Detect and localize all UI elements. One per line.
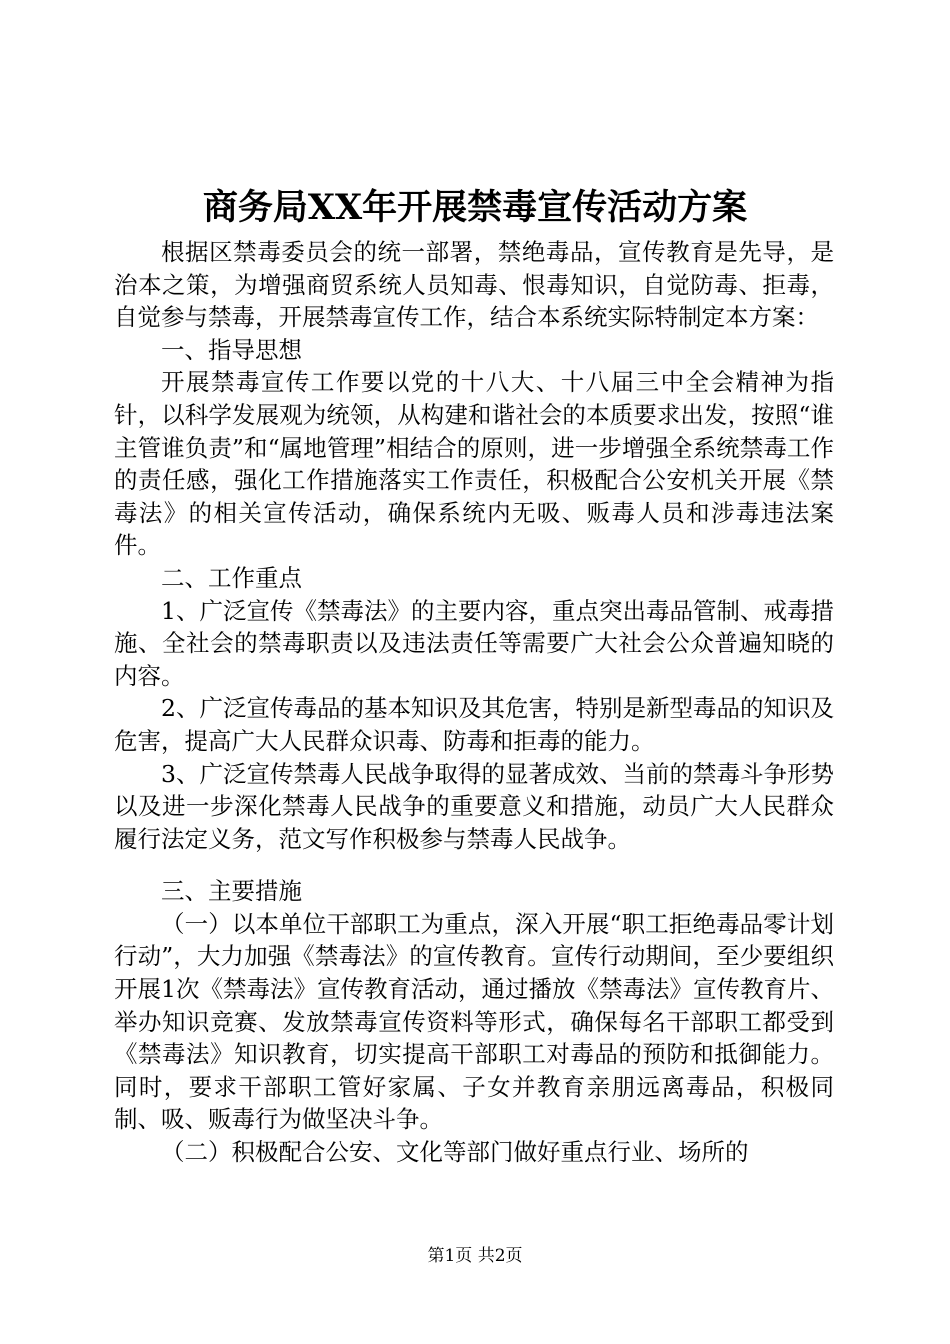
work-focus-item-2: 2、广泛宣传毒品的基本知识及其危害，特别是新型毒品的知识及危害，提高广大人民群众识毒、防毒和拒毒的能力。 (114, 694, 834, 755)
document-title: 商务局XX年开展禁毒宣传活动方案 (202, 187, 748, 228)
work-focus-item-3: 3、广泛宣传禁毒人民战争取得的显著成效、当前的禁毒斗争形势以及进一步深化禁毒人民战争的重要意义和措施，动员广大人民群众履行法定义务，范文写作积极参与禁毒人民战争。 (114, 759, 834, 853)
guiding-ideology-paragraph: 开展禁毒宣传工作要以党的十八大、十八届三中全会精神为指针，以科学发展观为统领，从构建和谐社会的本质要求出发，按照“谁主管谁负责”和“属地管理”相结合的原则，进一步增强全系统禁毒工作的责任感，强化工作措施落实工作责任，积极配合公安机关开展《禁毒法》的相关宣传活动，确保系统内无吸、贩毒人员和涉毒违法案件。 (114, 368, 834, 560)
main-measures-item-1: （一）以本单位干部职工为重点，深入开展“职工拒绝毒品零计划行动”，大力加强《禁毒法》的宣传教育。宣传行动期间，至少要组织开展1次《禁毒法》宣传教育活动，通过播放《禁毒法》宣传教育片、举办知识竞赛、发放禁毒宣传资料等形式，确保每名干部职工都受到《禁毒法》知识教育，切实提高干部职工对毒品的预防和抵御能力。同时，要求干部职工管好家属、子女并教育亲朋远离毒品，积极同制、吸、贩毒行为做坚决斗争。 (114, 909, 834, 1134)
section-heading-guiding-ideology: 一、指导思想 (161, 335, 302, 364)
main-measures-item-2: （二）积极配合公安、文化等部门做好重点行业、场所的 (161, 1138, 749, 1167)
intro-paragraph: 根据区禁毒委员会的统一部署，禁绝毒品，宣传教育是先导，是治本之策，为增强商贸系统人员知毒、恨毒知识，自觉防毒、拒毒，自觉参与禁毒，开展禁毒宣传工作，结合本系统实际特制定本方案： (114, 238, 834, 332)
page-footer: 第1页 共2页 (427, 1246, 523, 1266)
section-heading-work-focus: 二、工作重点 (161, 563, 302, 592)
document-body (114, 236, 834, 1169)
section-heading-main-measures: 三、主要措施 (161, 877, 302, 906)
work-focus-item-1: 1、广泛宣传《禁毒法》的主要内容，重点突出毒品管制、戒毒措施、全社会的禁毒职责以及违法责任等需要广大社会公众普遍知晓的内容。 (114, 596, 834, 690)
